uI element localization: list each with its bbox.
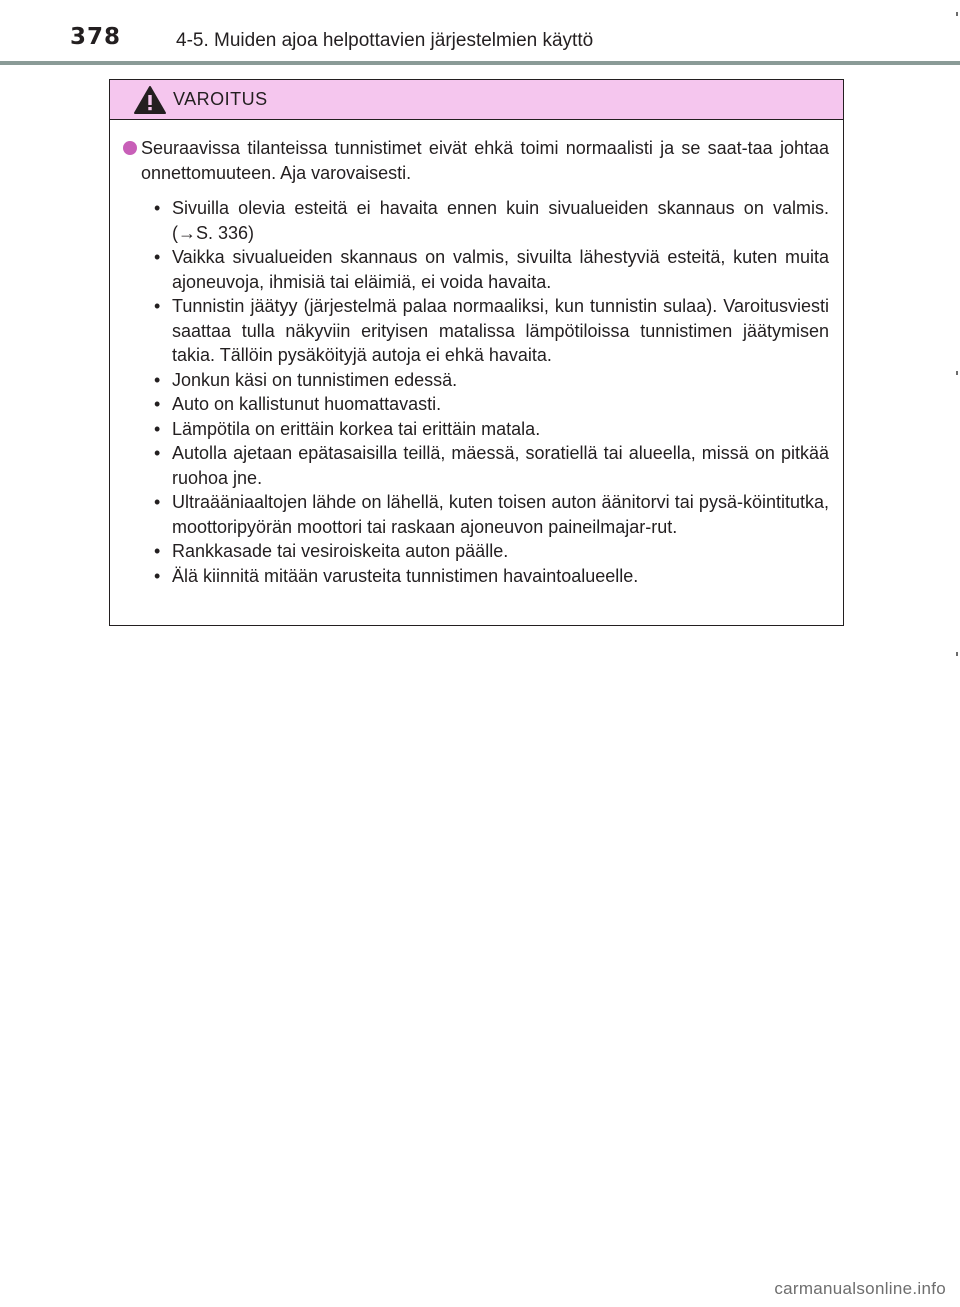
warning-title: VAROITUS (173, 89, 268, 109)
list-item: • Sivuilla olevia esteitä ei havaita ennen kuin sivualueiden skannaus on valmis. (→S. 336) (154, 198, 829, 243)
warning-body (110, 120, 843, 588)
list-item: • Autolla ajetaan epätasaisilla teillä, mäessä, soratiellä tai alueella, missä on pitkää ruohoa jne. (154, 443, 829, 488)
bullet-icon: • (154, 369, 161, 390)
warning-lead (123, 136, 829, 185)
footer-watermark: carmanualsonline.info (774, 1279, 946, 1298)
lead-bullet-icon (123, 141, 137, 155)
header-rule (0, 61, 960, 65)
section-title: 4-5. Muiden ajoa helpottavien järjestelmien käyttö (176, 30, 594, 51)
bullet-icon: • (154, 247, 161, 267)
margin-tick (956, 371, 958, 375)
bullet-icon: • (154, 394, 161, 414)
warning-lead-text: Seuraavissa tilanteissa tunnistimet eivät ehkä toimi normaalisti ja se saat-taa johtaa onnettomuuteen. Aja varovaisesti. (141, 138, 829, 183)
bullet-icon: • (154, 492, 161, 512)
warning-triangle-icon (133, 85, 167, 115)
bullet-icon: • (154, 296, 161, 316)
bullet-icon: • (154, 443, 161, 463)
list-item: • Rankkasade tai vesiroiskeita auton päälle. (141, 539, 829, 564)
bullet-icon: • (154, 541, 161, 561)
bullet-icon: • (154, 198, 161, 218)
list-item: • Vaikka sivualueiden skannaus on valmis, sivuilta lähestyviä esteitä, kuten muita ajoneuvoja, ihmisiä tai eläimiä, ei voida havaita. (154, 247, 829, 292)
warning-header (110, 80, 843, 120)
margin-tick (956, 12, 958, 16)
list-item: • Älä kiinnitä mitään varusteita tunnistimen havaintoalueelle. (141, 564, 829, 589)
list-item: • Ultraääniaaltojen lähde on lähellä, kuten toisen auton äänitorvi tai pysä-köintitutka, moottoripyörän moottori tai raskaan ajoneuvon paineilmajar-rut. (154, 492, 829, 537)
list-item: • Tunnistin jäätyy (järjestelmä palaa normaaliksi, kun tunnistin sulaa). Varoitusviesti saattaa tulla näkyviin erityisen matalissa lämpötiloissa tunnistimen jäätymisen takia. Tällöin pysäköityjä autoja ei ehkä havaita. (154, 296, 829, 365)
bullet-icon: • (154, 418, 161, 439)
list-item: • Lämpötila on erittäin korkea tai erittäin matala. (141, 417, 829, 442)
list-item: • Auto on kallistunut huomattavasti. (141, 392, 829, 417)
bullet-icon: • (154, 565, 161, 586)
list-item: • Jonkun käsi on tunnistimen edessä. (141, 368, 829, 393)
page-number: 378 (70, 24, 122, 50)
margin-tick (956, 652, 958, 656)
warning-list (123, 196, 829, 588)
warning-box (109, 79, 844, 626)
